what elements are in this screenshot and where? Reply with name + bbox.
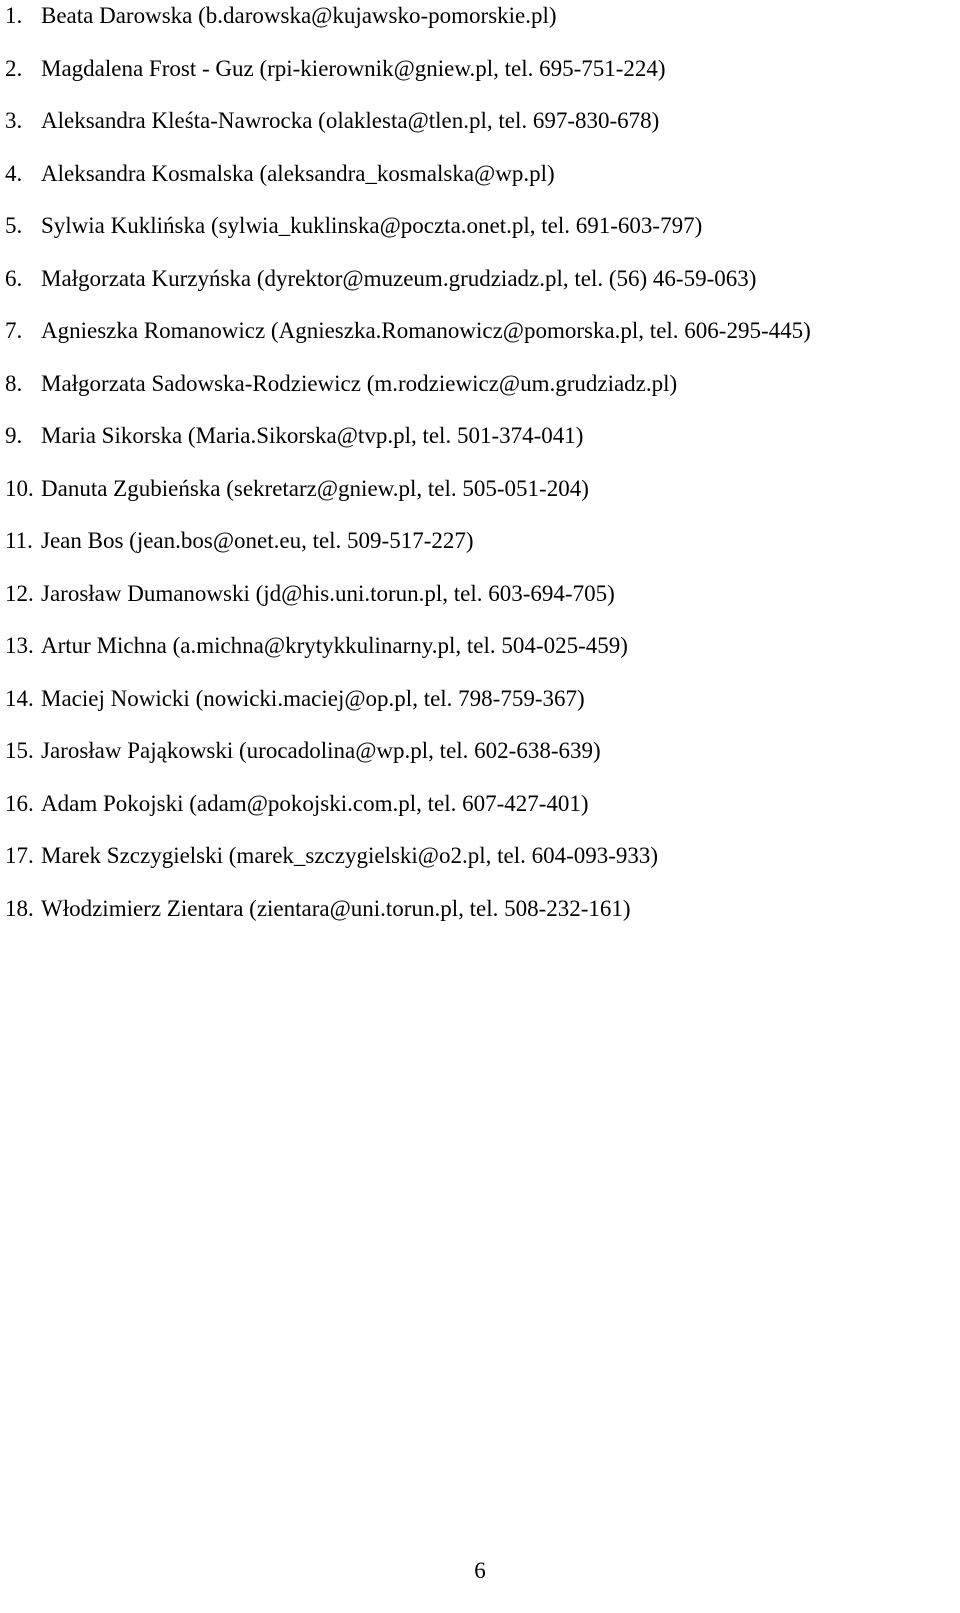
item-number: 8. bbox=[5, 370, 23, 396]
item-text: Jarosław Pająkowski (urocadolina@wp.pl, tel. 602-638-639) bbox=[41, 738, 601, 763]
item-number: 12. bbox=[5, 580, 34, 606]
item-text: Maria Sikorska (Maria.Sikorska@tvp.pl, tel. 501-374-041) bbox=[41, 423, 584, 448]
item-text: Adam Pokojski (adam@pokojski.com.pl, tel. 607-427-401) bbox=[41, 790, 589, 816]
list-item bbox=[0, 673, 960, 726]
item-number: 5. bbox=[5, 213, 23, 238]
item-text: Danuta Zgubieńska (sekretarz@gniew.pl, tel. 505-051-204) bbox=[41, 475, 589, 501]
list-item bbox=[0, 725, 960, 778]
list-item bbox=[0, 778, 960, 831]
list-item bbox=[0, 43, 960, 96]
item-number: 3. bbox=[5, 108, 23, 133]
item-number: 7. bbox=[5, 318, 23, 343]
list-item bbox=[0, 410, 960, 463]
list-item bbox=[0, 200, 960, 253]
item-text: Jarosław Dumanowski (jd@his.uni.torun.pl, tel. 603-694-705) bbox=[41, 580, 615, 606]
item-number: 14. bbox=[5, 685, 34, 711]
item-text: Marek Szczygielski (marek_szczygielski@o2.pl, tel. 604-093-933) bbox=[41, 843, 659, 868]
list-item bbox=[0, 830, 960, 883]
list-item bbox=[0, 515, 960, 568]
list-item bbox=[0, 148, 960, 201]
page-number: 6 bbox=[474, 1558, 486, 1583]
item-text: Maciej Nowicki (nowicki.maciej@op.pl, tel. 798-759-367) bbox=[41, 685, 585, 711]
item-text: Agnieszka Romanowicz (Agnieszka.Romanowicz@pomorska.pl, tel. 606-295-445) bbox=[41, 318, 811, 343]
list-item bbox=[0, 305, 960, 358]
item-text: Magdalena Frost - Guz (rpi-kierownik@gniew.pl, tel. 695-751-224) bbox=[41, 55, 666, 81]
item-text: Artur Michna (a.michna@krytykkulinarny.pl, tel. 504-025-459) bbox=[41, 633, 628, 658]
item-text: Sylwia Kuklińska (sylwia_kuklinska@poczta.onet.pl, tel. 691-603-797) bbox=[41, 213, 703, 238]
item-number: 11. bbox=[5, 528, 33, 553]
item-number: 4. bbox=[5, 160, 23, 186]
item-text: Jean Bos (jean.bos@onet.eu, tel. 509-517-227) bbox=[41, 528, 474, 553]
list-item bbox=[0, 620, 960, 673]
list-item bbox=[0, 568, 960, 621]
item-text: Małgorzata Sadowska-Rodziewicz (m.rodziewicz@um.grudziadz.pl) bbox=[41, 370, 678, 396]
item-text: Beata Darowska (b.darowska@kujawsko-pomorskie.pl) bbox=[41, 3, 557, 28]
item-text: Aleksandra Kleśta-Nawrocka (olaklesta@tlen.pl, tel. 697-830-678) bbox=[41, 108, 660, 133]
list-item bbox=[0, 0, 960, 43]
list-item bbox=[0, 253, 960, 306]
item-number: 17. bbox=[5, 843, 34, 868]
item-number: 10. bbox=[5, 475, 34, 501]
item-number: 16. bbox=[5, 790, 34, 816]
item-number: 18. bbox=[5, 895, 34, 921]
list-item bbox=[0, 463, 960, 516]
item-text: Aleksandra Kosmalska (aleksandra_kosmalska@wp.pl) bbox=[41, 160, 555, 186]
list-item bbox=[0, 358, 960, 411]
item-number: 9. bbox=[5, 423, 23, 448]
item-text: Włodzimierz Zientara (zientara@uni.torun.pl, tel. 508-232-161) bbox=[41, 895, 631, 921]
list-item bbox=[0, 883, 960, 936]
item-number: 2. bbox=[5, 55, 23, 81]
item-number: 13. bbox=[5, 633, 34, 658]
item-number: 1. bbox=[5, 3, 23, 28]
item-number: 15. bbox=[5, 738, 34, 763]
list-item bbox=[0, 95, 960, 148]
item-number: 6. bbox=[5, 265, 23, 291]
item-text: Małgorzata Kurzyńska (dyrektor@muzeum.grudziadz.pl, tel. (56) 46-59-063) bbox=[41, 265, 757, 291]
